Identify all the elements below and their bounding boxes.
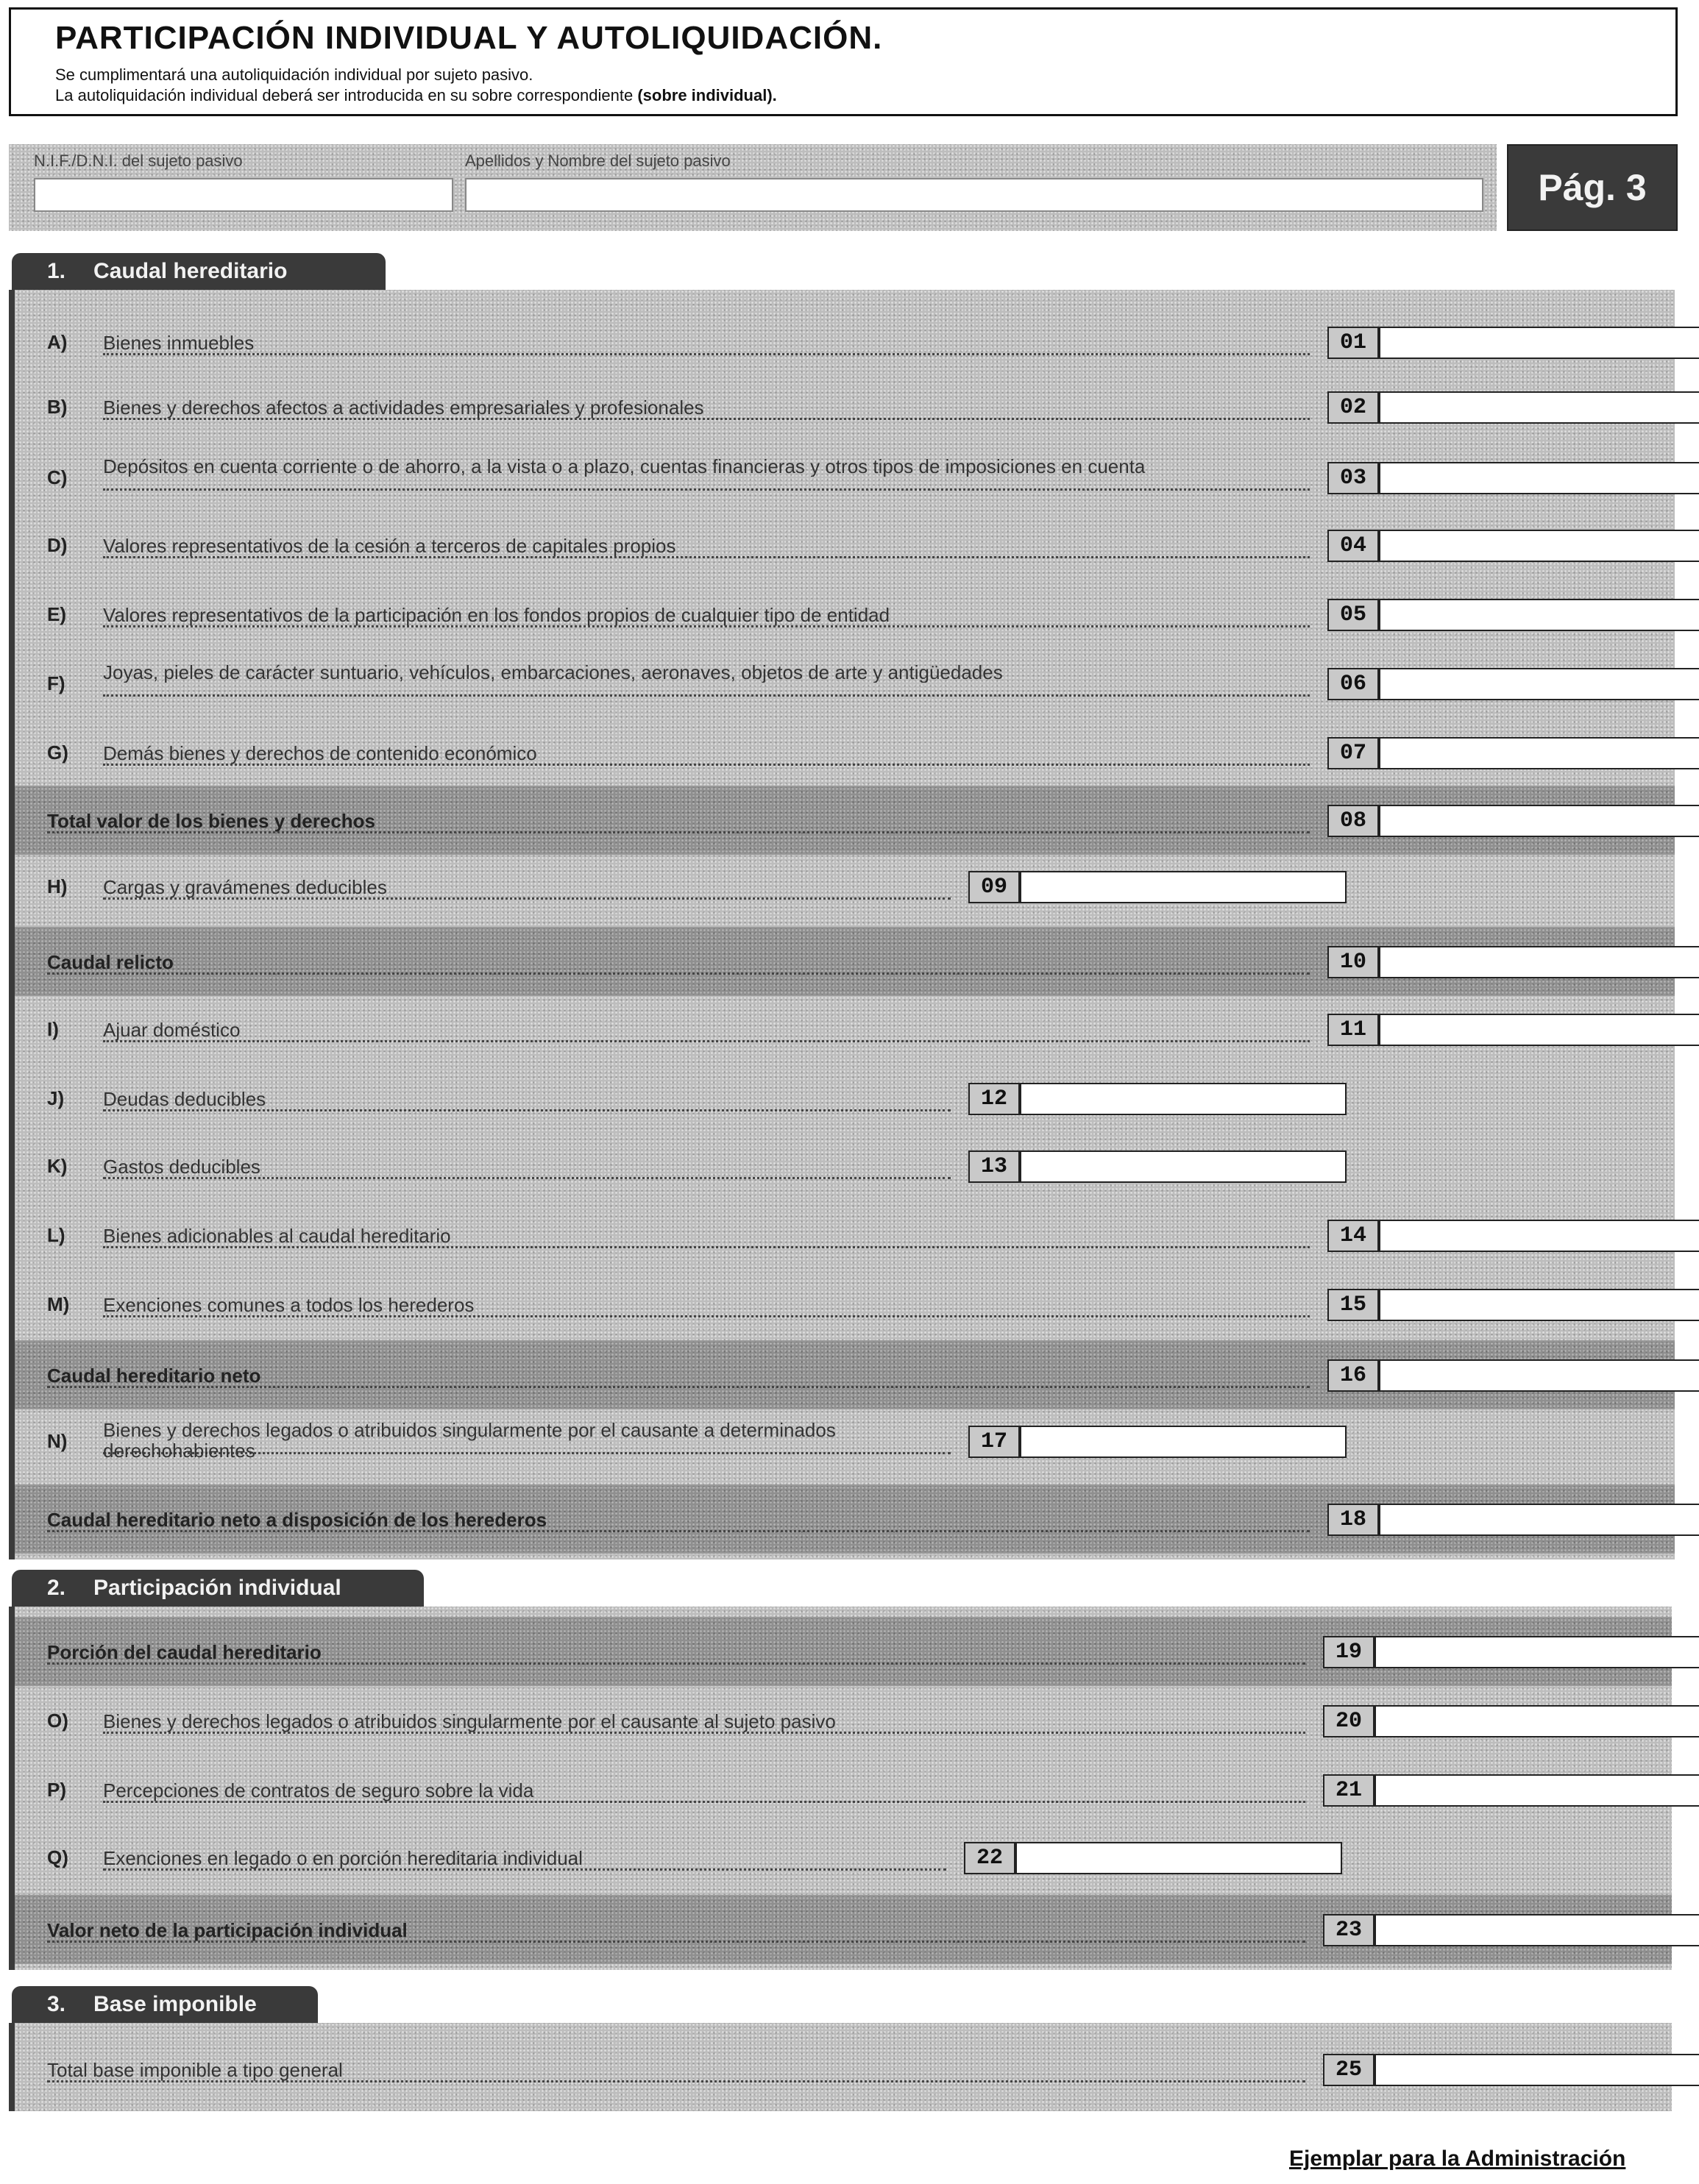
- row-letter: A): [47, 331, 68, 353]
- box-code-25: 25: [1323, 2054, 1375, 2086]
- row-letter: Q): [47, 1846, 68, 1868]
- form-title: PARTICIPACIÓN INDIVIDUAL Y AUTOLIQUIDACIÓN.: [55, 20, 883, 56]
- row-letter: N): [47, 1430, 68, 1452]
- row-letter: O): [47, 1710, 68, 1732]
- section-tab-3: [12, 1986, 318, 2023]
- amount-field-15[interactable]: [1379, 1289, 1699, 1321]
- form-row: [15, 996, 1675, 1065]
- copy-note: Ejemplar para la Administración: [1289, 2146, 1626, 2171]
- form-row: [15, 2036, 1672, 2105]
- form-instruction-2-text: La autoliquidación individual deberá ser introducida en su sobre correspondiente: [55, 86, 638, 104]
- box-code-07: 07: [1327, 737, 1379, 769]
- row-letter: F): [47, 672, 65, 694]
- section-title: Base imponible: [93, 1992, 257, 2016]
- form-row: [15, 444, 1675, 513]
- amount-field-18[interactable]: [1379, 1504, 1699, 1536]
- amount-field-25[interactable]: [1375, 2054, 1699, 2086]
- form-row: [15, 1824, 1672, 1893]
- form-row: [15, 1687, 1672, 1757]
- form-row: [15, 1133, 1675, 1202]
- row-label: Caudal hereditario neto: [47, 1365, 261, 1387]
- leader-dots: [103, 694, 1310, 697]
- form-instruction-1: Se cumplimentará una autoliquidación individual por sujeto pasivo.: [55, 65, 533, 84]
- row-letter: J): [47, 1087, 65, 1109]
- box-code-20: 20: [1323, 1705, 1375, 1737]
- box-code-13: 13: [968, 1150, 1020, 1183]
- leader-dots: [103, 353, 1310, 355]
- row-letter: H): [47, 875, 68, 897]
- form-instruction-2: [55, 86, 777, 105]
- section-tab-1: [12, 253, 386, 290]
- amount-field-06[interactable]: [1379, 668, 1699, 700]
- total-row: [15, 1340, 1675, 1409]
- form-header: [9, 7, 1678, 116]
- amount-field-19[interactable]: [1375, 1636, 1699, 1668]
- box-code-05: 05: [1327, 599, 1379, 631]
- nif-label: N.I.F./D.N.I. del sujeto pasivo: [34, 152, 243, 170]
- section-body-1: [9, 290, 1675, 1559]
- total-row: [15, 1617, 1672, 1686]
- section-title: Participación individual: [93, 1576, 341, 1600]
- row-label: Joyas, pieles de carácter suntuario, vehículos, embarcaciones, aeronaves, objetos de arte y antigüedades: [103, 662, 1003, 683]
- row-letter: G): [47, 741, 68, 764]
- page-number-badge: Pág. 3: [1507, 144, 1678, 231]
- amount-field-04[interactable]: [1379, 530, 1699, 562]
- box-code-08: 08: [1327, 805, 1379, 837]
- box-code-17: 17: [968, 1426, 1020, 1458]
- amount-field-13[interactable]: [1020, 1150, 1347, 1183]
- amount-field-08[interactable]: [1379, 805, 1699, 837]
- form-row: [15, 650, 1675, 719]
- box-code-16: 16: [1327, 1359, 1379, 1392]
- form-row: [15, 853, 1675, 922]
- row-label: Demás bienes y derechos de contenido económico: [103, 742, 537, 764]
- row-letter: K): [47, 1155, 68, 1177]
- row-label: Caudal hereditario neto a disposición de los herederos: [47, 1509, 547, 1531]
- form-row: [15, 1408, 1675, 1477]
- amount-field-10[interactable]: [1379, 946, 1699, 978]
- amount-field-21[interactable]: [1375, 1774, 1699, 1807]
- section-body-3: [9, 2023, 1672, 2111]
- section-tab-2: [12, 1570, 424, 1607]
- nif-field[interactable]: [34, 178, 453, 212]
- section-body-2: [9, 1607, 1672, 1970]
- row-label: Bienes y derechos legados o atribuidos singularmente por el causante a determinados derechohabientes: [103, 1420, 836, 1461]
- amount-field-12[interactable]: [1020, 1083, 1347, 1115]
- name-label: Apellidos y Nombre del sujeto pasivo: [465, 152, 731, 170]
- row-letter: P): [47, 1779, 66, 1801]
- row-label: Total base imponible a tipo general: [47, 2059, 343, 2081]
- amount-field-20[interactable]: [1375, 1705, 1699, 1737]
- row-label: Ajuar doméstico: [103, 1019, 241, 1041]
- form-row: [15, 512, 1675, 581]
- section-number: 3.: [47, 1992, 66, 2016]
- amount-field-01[interactable]: [1379, 327, 1699, 359]
- form-row: [15, 581, 1675, 650]
- row-letter: E): [47, 603, 66, 625]
- box-code-15: 15: [1327, 1289, 1379, 1321]
- amount-field-03[interactable]: [1379, 462, 1699, 494]
- row-label: Cargas y gravámenes deducibles: [103, 876, 387, 898]
- amount-field-02[interactable]: [1379, 391, 1699, 424]
- form-instruction-2-bold: (sobre individual).: [637, 86, 777, 104]
- row-letter: I): [47, 1018, 59, 1040]
- box-code-14: 14: [1327, 1220, 1379, 1252]
- form-row: [15, 1271, 1675, 1340]
- row-label: Bienes y derechos afectos a actividades empresariales y profesionales: [103, 396, 704, 419]
- row-label: Deudas deducibles: [103, 1088, 266, 1110]
- box-code-23: 23: [1323, 1914, 1375, 1946]
- row-letter: B): [47, 396, 68, 418]
- total-row: [15, 786, 1675, 855]
- box-code-21: 21: [1323, 1774, 1375, 1807]
- row-letter: M): [47, 1293, 70, 1315]
- total-row: [15, 927, 1675, 996]
- row-label: Percepciones de contratos de seguro sobre la vida: [103, 1779, 534, 1801]
- row-label: Exenciones en legado o en porción hereditaria individual: [103, 1847, 583, 1869]
- box-code-03: 03: [1327, 462, 1379, 494]
- row-label: Valores representativos de la participación en los fondos propios de cualquier tipo de entidad: [103, 604, 890, 626]
- amount-field-07[interactable]: [1379, 737, 1699, 769]
- leader-dots: [103, 1040, 1310, 1042]
- form-row: [15, 719, 1675, 789]
- section-number: 1.: [47, 259, 66, 283]
- section-title: Caudal hereditario: [93, 259, 288, 283]
- amount-field-22[interactable]: [1015, 1842, 1342, 1874]
- row-label: Exenciones comunes a todos los herederos: [103, 1294, 475, 1316]
- box-code-18: 18: [1327, 1504, 1379, 1536]
- row-letter: L): [47, 1224, 65, 1246]
- form-row: [15, 1065, 1675, 1134]
- name-field[interactable]: [465, 178, 1483, 212]
- leader-dots: [47, 972, 1310, 975]
- box-code-04: 04: [1327, 530, 1379, 562]
- amount-field-17[interactable]: [1020, 1426, 1347, 1458]
- row-label: Bienes y derechos legados o atribuidos singularmente por el causante al sujeto pasivo: [103, 1710, 836, 1732]
- box-code-01: 01: [1327, 327, 1379, 359]
- row-label: Caudal relicto: [47, 951, 174, 973]
- row-label: Total valor de los bienes y derechos: [47, 810, 375, 832]
- amount-field-05[interactable]: [1379, 599, 1699, 631]
- row-label: Depósitos en cuenta corriente o de ahorro, a la vista o a plazo, cuentas financieras y otros tipos de imposiciones en cuenta: [103, 456, 1146, 477]
- amount-field-14[interactable]: [1379, 1220, 1699, 1252]
- row-label: Valor neto de la participación individual: [47, 1919, 408, 1941]
- form-row: [15, 1757, 1672, 1826]
- row-label: Valores representativos de la cesión a terceros de capitales propios: [103, 535, 676, 557]
- row-label: Bienes inmuebles: [103, 332, 255, 354]
- row-letter: C): [47, 466, 68, 488]
- box-code-10: 10: [1327, 946, 1379, 978]
- row-label: Gastos deducibles: [103, 1156, 260, 1178]
- form-row: [15, 374, 1675, 443]
- box-code-11: 11: [1327, 1014, 1379, 1046]
- box-code-19: 19: [1323, 1636, 1375, 1668]
- box-code-06: 06: [1327, 668, 1379, 700]
- row-letter: D): [47, 534, 68, 556]
- total-row: [15, 1895, 1672, 1964]
- amount-field-23[interactable]: [1375, 1914, 1699, 1946]
- section-number: 2.: [47, 1576, 66, 1600]
- amount-field-09[interactable]: [1020, 871, 1347, 903]
- amount-field-16[interactable]: [1379, 1359, 1699, 1392]
- form-row: [15, 309, 1675, 378]
- row-label: Porción del caudal hereditario: [47, 1641, 322, 1663]
- box-code-12: 12: [968, 1083, 1020, 1115]
- total-row: [15, 1484, 1675, 1554]
- form-row: [15, 1202, 1675, 1271]
- leader-dots: [103, 488, 1310, 491]
- box-code-02: 02: [1327, 391, 1379, 424]
- amount-field-11[interactable]: [1379, 1014, 1699, 1046]
- taxpayer-id-band: [9, 144, 1497, 231]
- row-label: Bienes adicionables al caudal hereditario: [103, 1225, 451, 1247]
- box-code-09: 09: [968, 871, 1020, 903]
- box-code-22: 22: [964, 1842, 1015, 1874]
